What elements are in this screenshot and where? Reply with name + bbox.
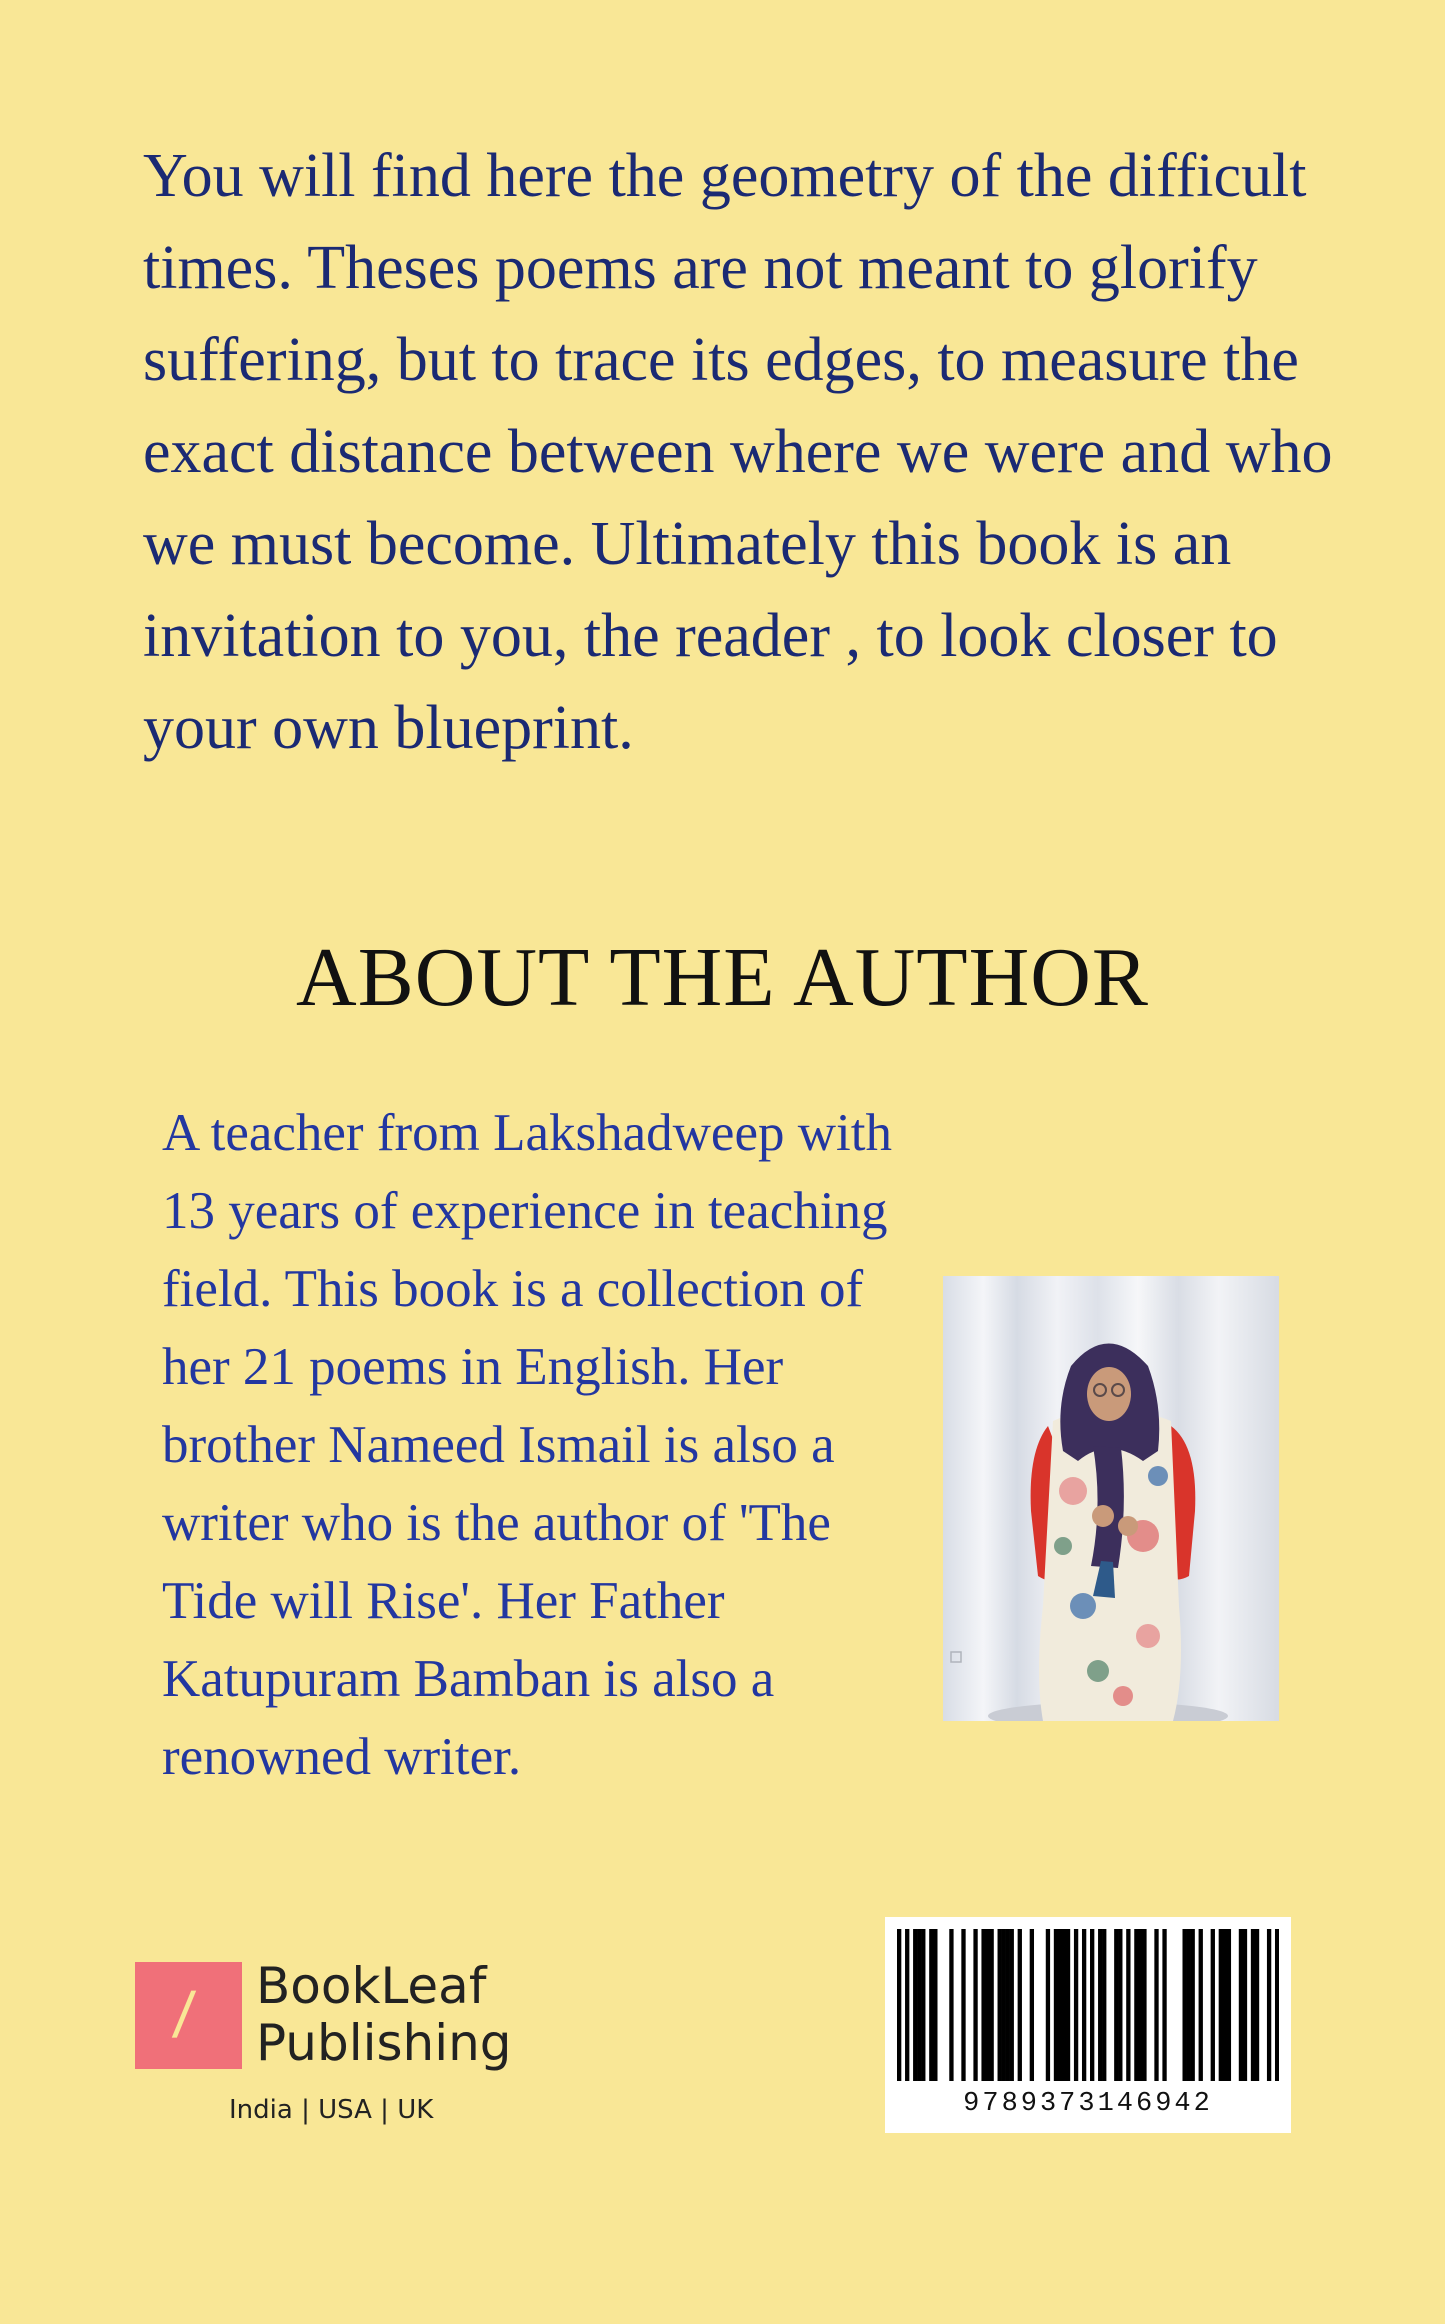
barcode-bar bbox=[1066, 1929, 1070, 2081]
barcode-bar bbox=[1118, 1929, 1122, 2081]
barcode-bar bbox=[1191, 1929, 1195, 2081]
barcode-bar bbox=[1219, 1929, 1223, 2081]
barcode-bar bbox=[1006, 1929, 1010, 2081]
barcode-bar bbox=[981, 1929, 985, 2081]
barcode-bar bbox=[1267, 1929, 1271, 2081]
barcode-bar bbox=[1251, 1929, 1255, 2081]
barcode-bar bbox=[1162, 1929, 1166, 2081]
barcode-bar bbox=[1223, 1929, 1227, 2081]
barcode-bar bbox=[1082, 1929, 1086, 2081]
barcode-bar bbox=[905, 1929, 909, 2081]
barcode-bar bbox=[1211, 1929, 1215, 2081]
barcode-bar bbox=[1138, 1929, 1142, 2081]
barcode-bars bbox=[897, 1929, 1279, 2081]
publisher-name-line2: Publishing bbox=[256, 2014, 512, 2072]
barcode-bar bbox=[1187, 1929, 1191, 2081]
back-cover-blurb: You will find here the geometry of the difficult times. Theses poems are not meant to glorify suffering, but to trace its edges, to measure the exact distance between where we were and who we must become. Ultimately this book is an invitation to you, the reader , to look closer to your own blueprint. bbox=[143, 142, 1333, 762]
barcode-bar bbox=[1018, 1929, 1022, 2081]
barcode-bar bbox=[1102, 1929, 1106, 2081]
barcode-bar bbox=[1090, 1929, 1094, 2081]
barcode-bar bbox=[1255, 1929, 1259, 2081]
barcode-bar bbox=[1199, 1929, 1203, 2081]
barcode-bar bbox=[989, 1929, 993, 2081]
barcode-bar bbox=[917, 1929, 921, 2081]
barcode-bar bbox=[1154, 1929, 1158, 2081]
barcode-bar bbox=[985, 1929, 989, 2081]
author-photo bbox=[943, 1276, 1279, 1721]
barcode-bar bbox=[913, 1929, 917, 2081]
barcode-bar bbox=[1243, 1929, 1247, 2081]
barcode-bar bbox=[1030, 1929, 1034, 2081]
publisher-logo-mark: / bbox=[135, 1962, 242, 2069]
barcode-bar bbox=[1058, 1929, 1062, 2081]
barcode-bar bbox=[1010, 1929, 1014, 2081]
barcode-bar bbox=[929, 1929, 933, 2081]
barcode-bar bbox=[1002, 1929, 1006, 2081]
barcode-bar bbox=[921, 1929, 925, 2081]
barcode-bar bbox=[1114, 1929, 1118, 2081]
barcode-bar bbox=[1054, 1929, 1058, 2081]
author-bio: A teacher from Lakshadweep with 13 years of experience in teaching field. This book is a collection of her 21 poems in English. Her brother Nameed Ismail is also a writer who is the author of 'The Tide will Rise'. Her Father Katupuram Bamban is also a renowned writer. bbox=[162, 1104, 892, 1786]
barcode-bar bbox=[1046, 1929, 1050, 2081]
barcode-bar bbox=[1239, 1929, 1243, 2081]
barcode-bar bbox=[1182, 1929, 1186, 2081]
isbn-number: 9789373146942 bbox=[963, 2089, 1213, 2119]
barcode-bar bbox=[1142, 1929, 1146, 2081]
barcode-bar bbox=[1275, 1929, 1279, 2081]
barcode-bar bbox=[1227, 1929, 1231, 2081]
barcode-bar bbox=[1062, 1929, 1066, 2081]
barcode-bar bbox=[1074, 1929, 1078, 2081]
isbn-barcode bbox=[885, 1917, 1291, 2133]
publisher-name-line1: BookLeaf bbox=[256, 1957, 487, 2015]
about-author-heading: ABOUT THE AUTHOR bbox=[296, 931, 1149, 1024]
barcode-bar bbox=[1134, 1929, 1138, 2081]
barcode-bar bbox=[998, 1929, 1002, 2081]
barcode-bar bbox=[1098, 1929, 1102, 2081]
barcode-bar bbox=[961, 1929, 965, 2081]
barcode-bar bbox=[973, 1929, 977, 2081]
publisher-regions: India | USA | UK bbox=[229, 2095, 434, 2125]
barcode-bar bbox=[897, 1929, 901, 2081]
barcode-bar bbox=[949, 1929, 953, 2081]
barcode-bar bbox=[1126, 1929, 1130, 2081]
barcode-bar bbox=[933, 1929, 937, 2081]
